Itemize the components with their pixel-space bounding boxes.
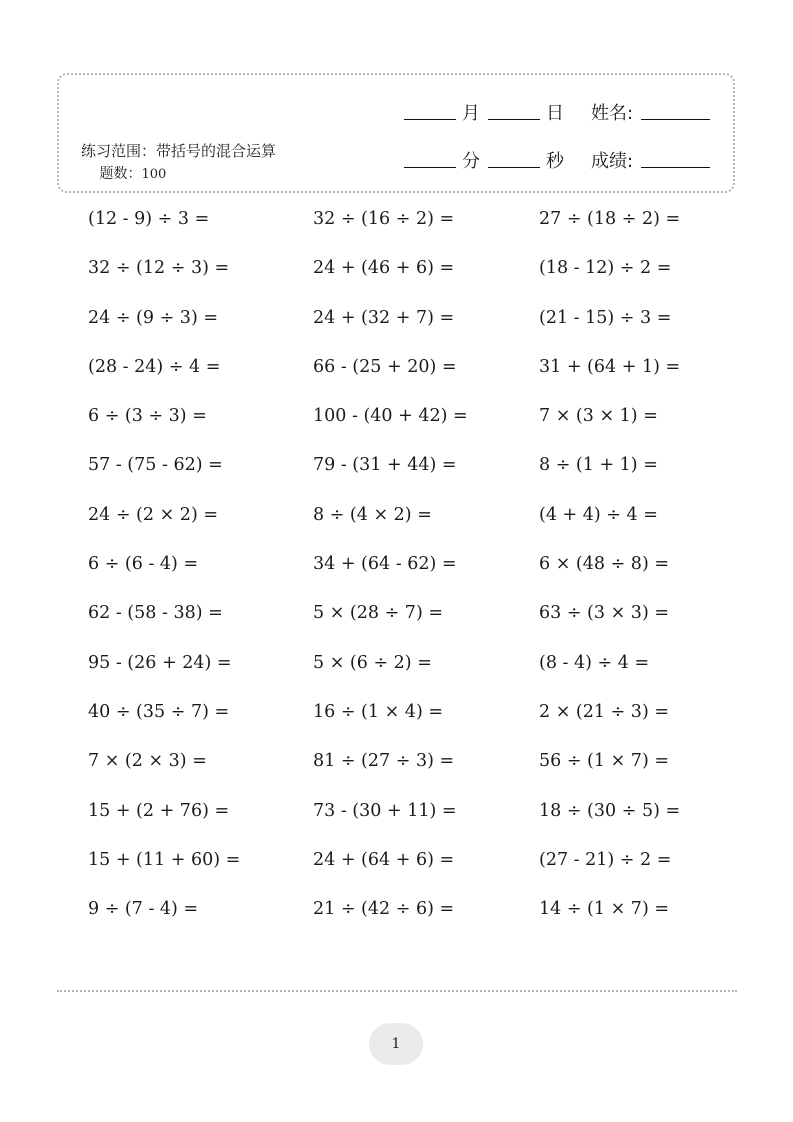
footer-divider: [57, 990, 737, 992]
math-problem: 24 + (64 + 6) =: [313, 849, 455, 870]
math-problem: 2 × (21 ÷ 3) =: [539, 701, 669, 722]
math-problem: (4 + 4) ÷ 4 =: [539, 504, 658, 525]
problem-row: [88, 258, 728, 307]
math-problem: 24 + (32 + 7) =: [313, 307, 455, 328]
score-blank[interactable]: [641, 167, 710, 168]
math-problem: (27 - 21) ÷ 2 =: [539, 849, 672, 870]
day-blank[interactable]: [488, 119, 540, 120]
problem-row: [88, 554, 728, 603]
math-problem: 56 ÷ (1 × 7) =: [539, 751, 669, 772]
math-problem: (12 - 9) ÷ 3 =: [88, 209, 210, 229]
math-problem: 16 ÷ (1 × 4) =: [313, 701, 443, 722]
math-problem: 8 ÷ (4 × 2) =: [313, 504, 432, 525]
math-problem: 9 ÷ (7 - 4) =: [88, 899, 199, 920]
math-problem: 81 ÷ (27 ÷ 3) =: [313, 751, 455, 772]
math-problem: 5 × (6 ÷ 2) =: [313, 652, 432, 673]
problem-row: [88, 505, 728, 554]
math-problem: 7 × (2 × 3) =: [88, 751, 207, 772]
page-number: 1: [369, 1023, 423, 1065]
question-count: [81, 163, 166, 183]
problem-row: [88, 455, 728, 504]
math-problem: 24 ÷ (9 ÷ 3) =: [88, 307, 218, 328]
math-problem: 5 × (28 ÷ 7) =: [313, 603, 443, 624]
problem-row: [88, 406, 728, 455]
math-problem: 8 ÷ (1 + 1) =: [539, 455, 658, 476]
math-problem: 31 + (64 + 1) =: [539, 356, 681, 377]
header-box: [57, 73, 735, 193]
math-problem: (8 - 4) ÷ 4 =: [539, 652, 650, 673]
math-problem: (18 - 12) ÷ 2 =: [539, 258, 672, 279]
math-problem: 7 × (3 × 1) =: [539, 406, 658, 427]
math-problem: 63 ÷ (3 × 3) =: [539, 603, 669, 624]
problem-grid: [88, 209, 728, 948]
problem-row: [88, 899, 728, 948]
problem-row: [88, 209, 728, 258]
math-problem: 62 - (58 - 38) =: [88, 603, 223, 624]
question-count-value: 100: [141, 167, 167, 182]
problem-row: [88, 308, 728, 357]
math-problem: 21 ÷ (42 ÷ 6) =: [313, 899, 455, 920]
math-problem: 15 + (11 + 60) =: [88, 849, 241, 870]
math-problem: 6 ÷ (3 ÷ 3) =: [88, 406, 207, 427]
month-label: 月: [462, 103, 480, 124]
math-problem: 6 ÷ (6 - 4) =: [88, 554, 199, 575]
math-problem: 14 ÷ (1 × 7) =: [539, 899, 669, 920]
problem-row: [88, 702, 728, 751]
math-problem: 32 ÷ (12 ÷ 3) =: [88, 258, 230, 279]
math-problem: 15 + (2 + 76) =: [88, 800, 230, 821]
math-problem: 79 - (31 + 44) =: [313, 455, 457, 476]
math-problem: 18 ÷ (30 ÷ 5) =: [539, 800, 681, 821]
math-problem: 100 - (40 + 42) =: [313, 406, 468, 427]
month-blank[interactable]: [404, 119, 456, 120]
math-problem: 24 ÷ (2 × 2) =: [88, 504, 218, 525]
minute-blank[interactable]: [404, 167, 456, 168]
day-label: 日: [546, 103, 564, 124]
name-blank[interactable]: [641, 119, 710, 120]
math-problem: 24 + (46 + 6) =: [313, 258, 455, 279]
math-problem: (21 - 15) ÷ 3 =: [539, 307, 672, 328]
name-label: 姓名:: [591, 103, 634, 124]
second-blank[interactable]: [488, 167, 540, 168]
practice-range-label: 练习范围：带括号的混合运算: [81, 142, 277, 160]
math-problem: 34 + (64 - 62) =: [313, 554, 457, 575]
math-problem: 27 ÷ (18 ÷ 2) =: [539, 209, 681, 229]
minute-label: 分: [462, 151, 480, 172]
problem-row: [88, 603, 728, 652]
math-problem: 32 ÷ (16 ÷ 2) =: [313, 209, 455, 229]
second-label: 秒: [546, 151, 564, 172]
problem-row: [88, 801, 728, 850]
math-problem: 95 - (26 + 24) =: [88, 652, 232, 673]
question-count-label: 题数：: [99, 166, 142, 182]
problem-row: [88, 850, 728, 899]
problem-row: [88, 751, 728, 800]
math-problem: 40 ÷ (35 ÷ 7) =: [88, 701, 230, 722]
math-problem: 57 - (75 - 62) =: [88, 455, 223, 476]
score-label: 成绩:: [591, 151, 634, 172]
math-problem: 6 × (48 ÷ 8) =: [539, 554, 669, 575]
math-problem: 73 - (30 + 11) =: [313, 800, 457, 821]
problem-row: [88, 653, 728, 702]
math-problem: (28 - 24) ÷ 4 =: [88, 356, 221, 377]
math-problem: 66 - (25 + 20) =: [313, 356, 457, 377]
problem-row: [88, 357, 728, 406]
